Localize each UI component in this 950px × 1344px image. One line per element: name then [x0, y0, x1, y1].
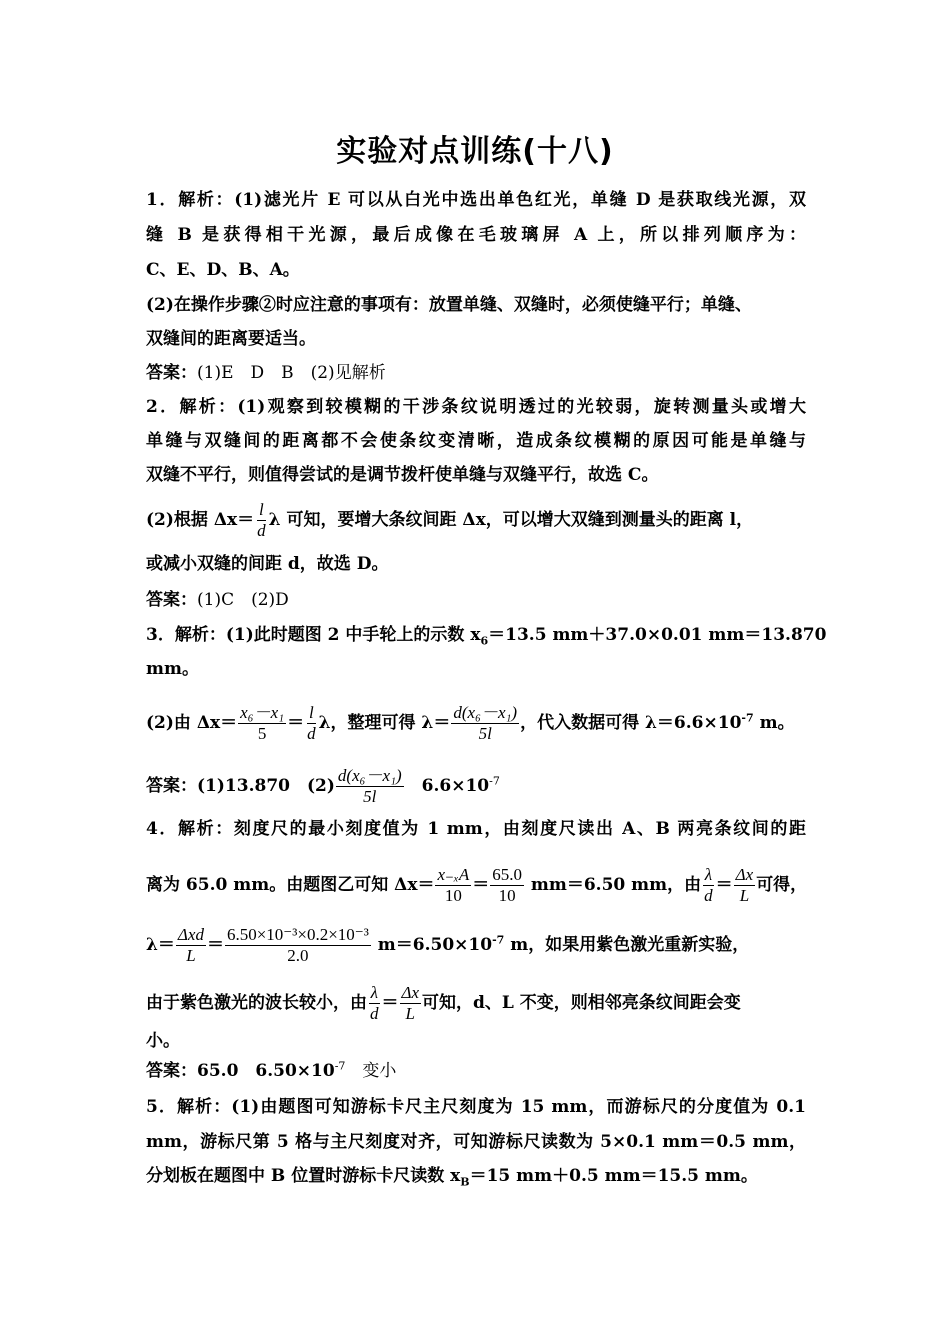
- q4-line-3-text-c: m，如果用紫色激光重新实验，: [504, 935, 750, 955]
- fraction-x6-minus-x1-over-5: [238, 703, 286, 744]
- equals-sign: ＝: [381, 993, 399, 1013]
- fraction-numeric-calculation: [225, 925, 371, 966]
- superscript: -7: [489, 774, 500, 788]
- fraction-denominator: L: [186, 946, 196, 965]
- q4-line-3-text-a: λ＝: [146, 935, 175, 955]
- q4-line-2-text-c: 可得，: [756, 875, 808, 895]
- q5-line-3: [146, 1164, 758, 1188]
- fraction-denominator: 5: [257, 724, 267, 743]
- q2-line-1: 2．解析：(1)观察到较模糊的干涉条纹说明透过的光较弱，旋转测量头或增大: [146, 397, 806, 417]
- q5-line-3-text-a: 分划板在题图中 B 位置时游标卡尺读数 x: [146, 1166, 461, 1186]
- fraction-lambda-over-d: [368, 983, 381, 1024]
- fraction-denominator: 2.0: [287, 946, 309, 965]
- superscript: -7: [741, 711, 754, 725]
- q1-answer: [146, 361, 386, 385]
- q1-line-3: C、E、D、B、A。: [146, 260, 300, 280]
- fraction-answer-lambda: [336, 766, 404, 807]
- fraction-denominator: L: [405, 1004, 415, 1023]
- fraction-numerator: 6.50×10⁻³×0.2×10⁻³: [226, 925, 369, 944]
- fraction-dxd-over-l: [176, 925, 206, 966]
- equals-sign: ＝: [287, 713, 305, 733]
- q4-line-4: [146, 983, 741, 1024]
- fraction-numerator: Δx: [735, 865, 754, 884]
- fraction-denominator: L: [739, 886, 750, 905]
- page-title: 实验对点训练(十八): [336, 134, 614, 169]
- fraction-numerator: x₋ₓA: [437, 865, 470, 884]
- q2-line-4-text-b: λ 可知，要增大条纹间距 Δx，可以增大双缝到测量头的距离 l，: [268, 510, 754, 530]
- equals-sign: ＝: [206, 935, 224, 955]
- fraction-x-over-10: [435, 865, 471, 906]
- fraction-numerator: l: [308, 703, 314, 722]
- fraction-numerator: λ: [704, 865, 713, 884]
- q1-answer-text: (1)E D B (2)见解析: [197, 363, 386, 383]
- q4-line-2-text-b: mm＝6.50 mm，由: [524, 875, 702, 895]
- fraction-dx-over-l: [734, 865, 756, 906]
- q3-line-2: mm。: [146, 659, 199, 679]
- fraction-denominator: 10: [498, 886, 516, 905]
- fraction-denominator: d: [257, 521, 266, 540]
- fraction-l-over-d: [305, 703, 318, 744]
- fraction-lambda-expression: [451, 703, 519, 744]
- q4-answer-text-b: 变小: [345, 1061, 397, 1081]
- q4-line-5: 小。: [146, 1031, 180, 1051]
- fraction-denominator: 5l: [363, 787, 377, 806]
- answer-label: 答案：: [146, 1061, 197, 1081]
- superscript: -7: [492, 933, 505, 947]
- fraction-l-over-d: [255, 500, 268, 541]
- fraction-numerator: Δxd: [177, 925, 204, 944]
- q5-line-3-text-b: ＝15 mm＋0.5 mm＝15.5 mm。: [469, 1166, 758, 1186]
- answer-label: 答案：: [146, 590, 197, 610]
- q3-answer: [146, 766, 500, 807]
- fraction-denominator: d: [704, 886, 713, 905]
- q2-line-4: [146, 500, 753, 541]
- equals-sign: ＝: [715, 875, 733, 895]
- q3-line-3-text-a: (2)由 Δx＝: [146, 713, 238, 733]
- q2-line-3: 双缝不平行，则值得尝试的是调节拨杆使单缝与双缝平行，故选 C。: [146, 465, 659, 485]
- q3-line-3-text-c: ，代入数据可得 λ＝6.6×10: [520, 713, 742, 733]
- equals-sign: ＝: [472, 875, 490, 895]
- q5-line-2: mm，游标尺第 5 格与主尺刻度对齐，可知游标尺读数为 5×0.1 mm＝0.5 mm，: [146, 1132, 806, 1152]
- fraction-65-over-10: [490, 865, 524, 906]
- q2-answer-text: (1)C (2)D: [197, 590, 289, 610]
- q4-answer: [146, 1059, 396, 1083]
- q3-answer-text-b: 6.6×10: [404, 776, 490, 796]
- q4-answer-text-a: 65.0 6.50×10: [197, 1061, 335, 1081]
- fraction-numerator: λ: [370, 983, 378, 1002]
- q3-line-3-text-d: m。: [753, 713, 795, 733]
- fraction-numerator: Δx: [401, 983, 420, 1002]
- fraction-denominator: 10: [444, 886, 462, 905]
- fraction-denominator: d: [307, 724, 316, 743]
- answer-label: 答案：: [146, 776, 197, 796]
- q3-line-1: [146, 623, 826, 647]
- q3-line-3-text-b: λ，整理可得 λ＝: [318, 713, 451, 733]
- q3-line-1-text-a: 3．解析：(1)此时题图 2 中手轮上的示数 x: [146, 625, 481, 645]
- q4-line-3-text-b: m＝6.50×10: [371, 935, 493, 955]
- q4-line-4-text-b: 可知，d、L 不变，则相邻亮条纹间距会变: [422, 993, 741, 1013]
- fraction-numerator: 65.0: [492, 865, 522, 884]
- answer-label: 答案：: [146, 363, 197, 383]
- q2-line-5: 或减小双缝的间距 d，故选 D。: [146, 554, 389, 574]
- q4-line-1: 4．解析：刻度尺的最小刻度值为 1 mm，由刻度尺读出 A、B 两亮条纹间的距: [146, 819, 806, 839]
- q4-line-2: [146, 865, 807, 906]
- superscript: -7: [334, 1059, 346, 1073]
- q1-line-2: 缝 B 是获得相干光源，最后成像在毛玻璃屏 A 上，所以排列顺序为：: [146, 225, 806, 245]
- fraction-numerator: d(x₆－x₁): [453, 703, 518, 722]
- fraction-denominator: 5l: [478, 724, 492, 743]
- q2-line-4-text-a: (2)根据 Δx＝: [146, 510, 255, 530]
- q4-line-2-text-a: 离为 65.0 mm。由题图乙可知 Δx＝: [146, 875, 435, 895]
- fraction-numerator: x₆－x₁: [240, 703, 285, 722]
- fraction-numerator: l: [259, 500, 264, 519]
- q1-line-4: (2)在操作步骤②时应注意的事项有：放置单缝、双缝时，必须使缝平行；单缝、: [146, 295, 752, 315]
- fraction-lambda-over-d: [702, 865, 715, 906]
- fraction-dx-over-l: [400, 983, 422, 1024]
- fraction-numerator: d(x₆－x₁): [337, 766, 402, 785]
- subscript: B: [460, 1175, 470, 1189]
- subscript: 6: [480, 634, 489, 648]
- fraction-denominator: d: [370, 1004, 379, 1023]
- q1-line-1: 1．解析：(1)滤光片 E 可以从白光中选出单色红光，单缝 D 是获取线光源，双: [146, 190, 806, 210]
- q3-line-1-text-b: ＝13.5 mm＋37.0×0.01 mm＝13.870: [488, 625, 827, 645]
- q1-line-5: 双缝间的距离要适当。: [146, 329, 316, 349]
- q4-line-4-text-a: 由于紫色激光的波长较小，由: [146, 993, 367, 1013]
- q2-answer: [146, 588, 289, 612]
- q2-line-2: 单缝与双缝间的距离都不会使条纹变清晰，造成条纹模糊的原因可能是单缝与: [146, 431, 806, 451]
- q5-line-1: 5．解析：(1)由题图可知游标卡尺主尺刻度为 15 mm，而游标尺的分度值为 0.1: [146, 1097, 806, 1117]
- q3-line-3: [146, 703, 795, 744]
- q4-line-3: [146, 925, 749, 966]
- q3-answer-text-a: (1)13.870 (2): [197, 776, 335, 796]
